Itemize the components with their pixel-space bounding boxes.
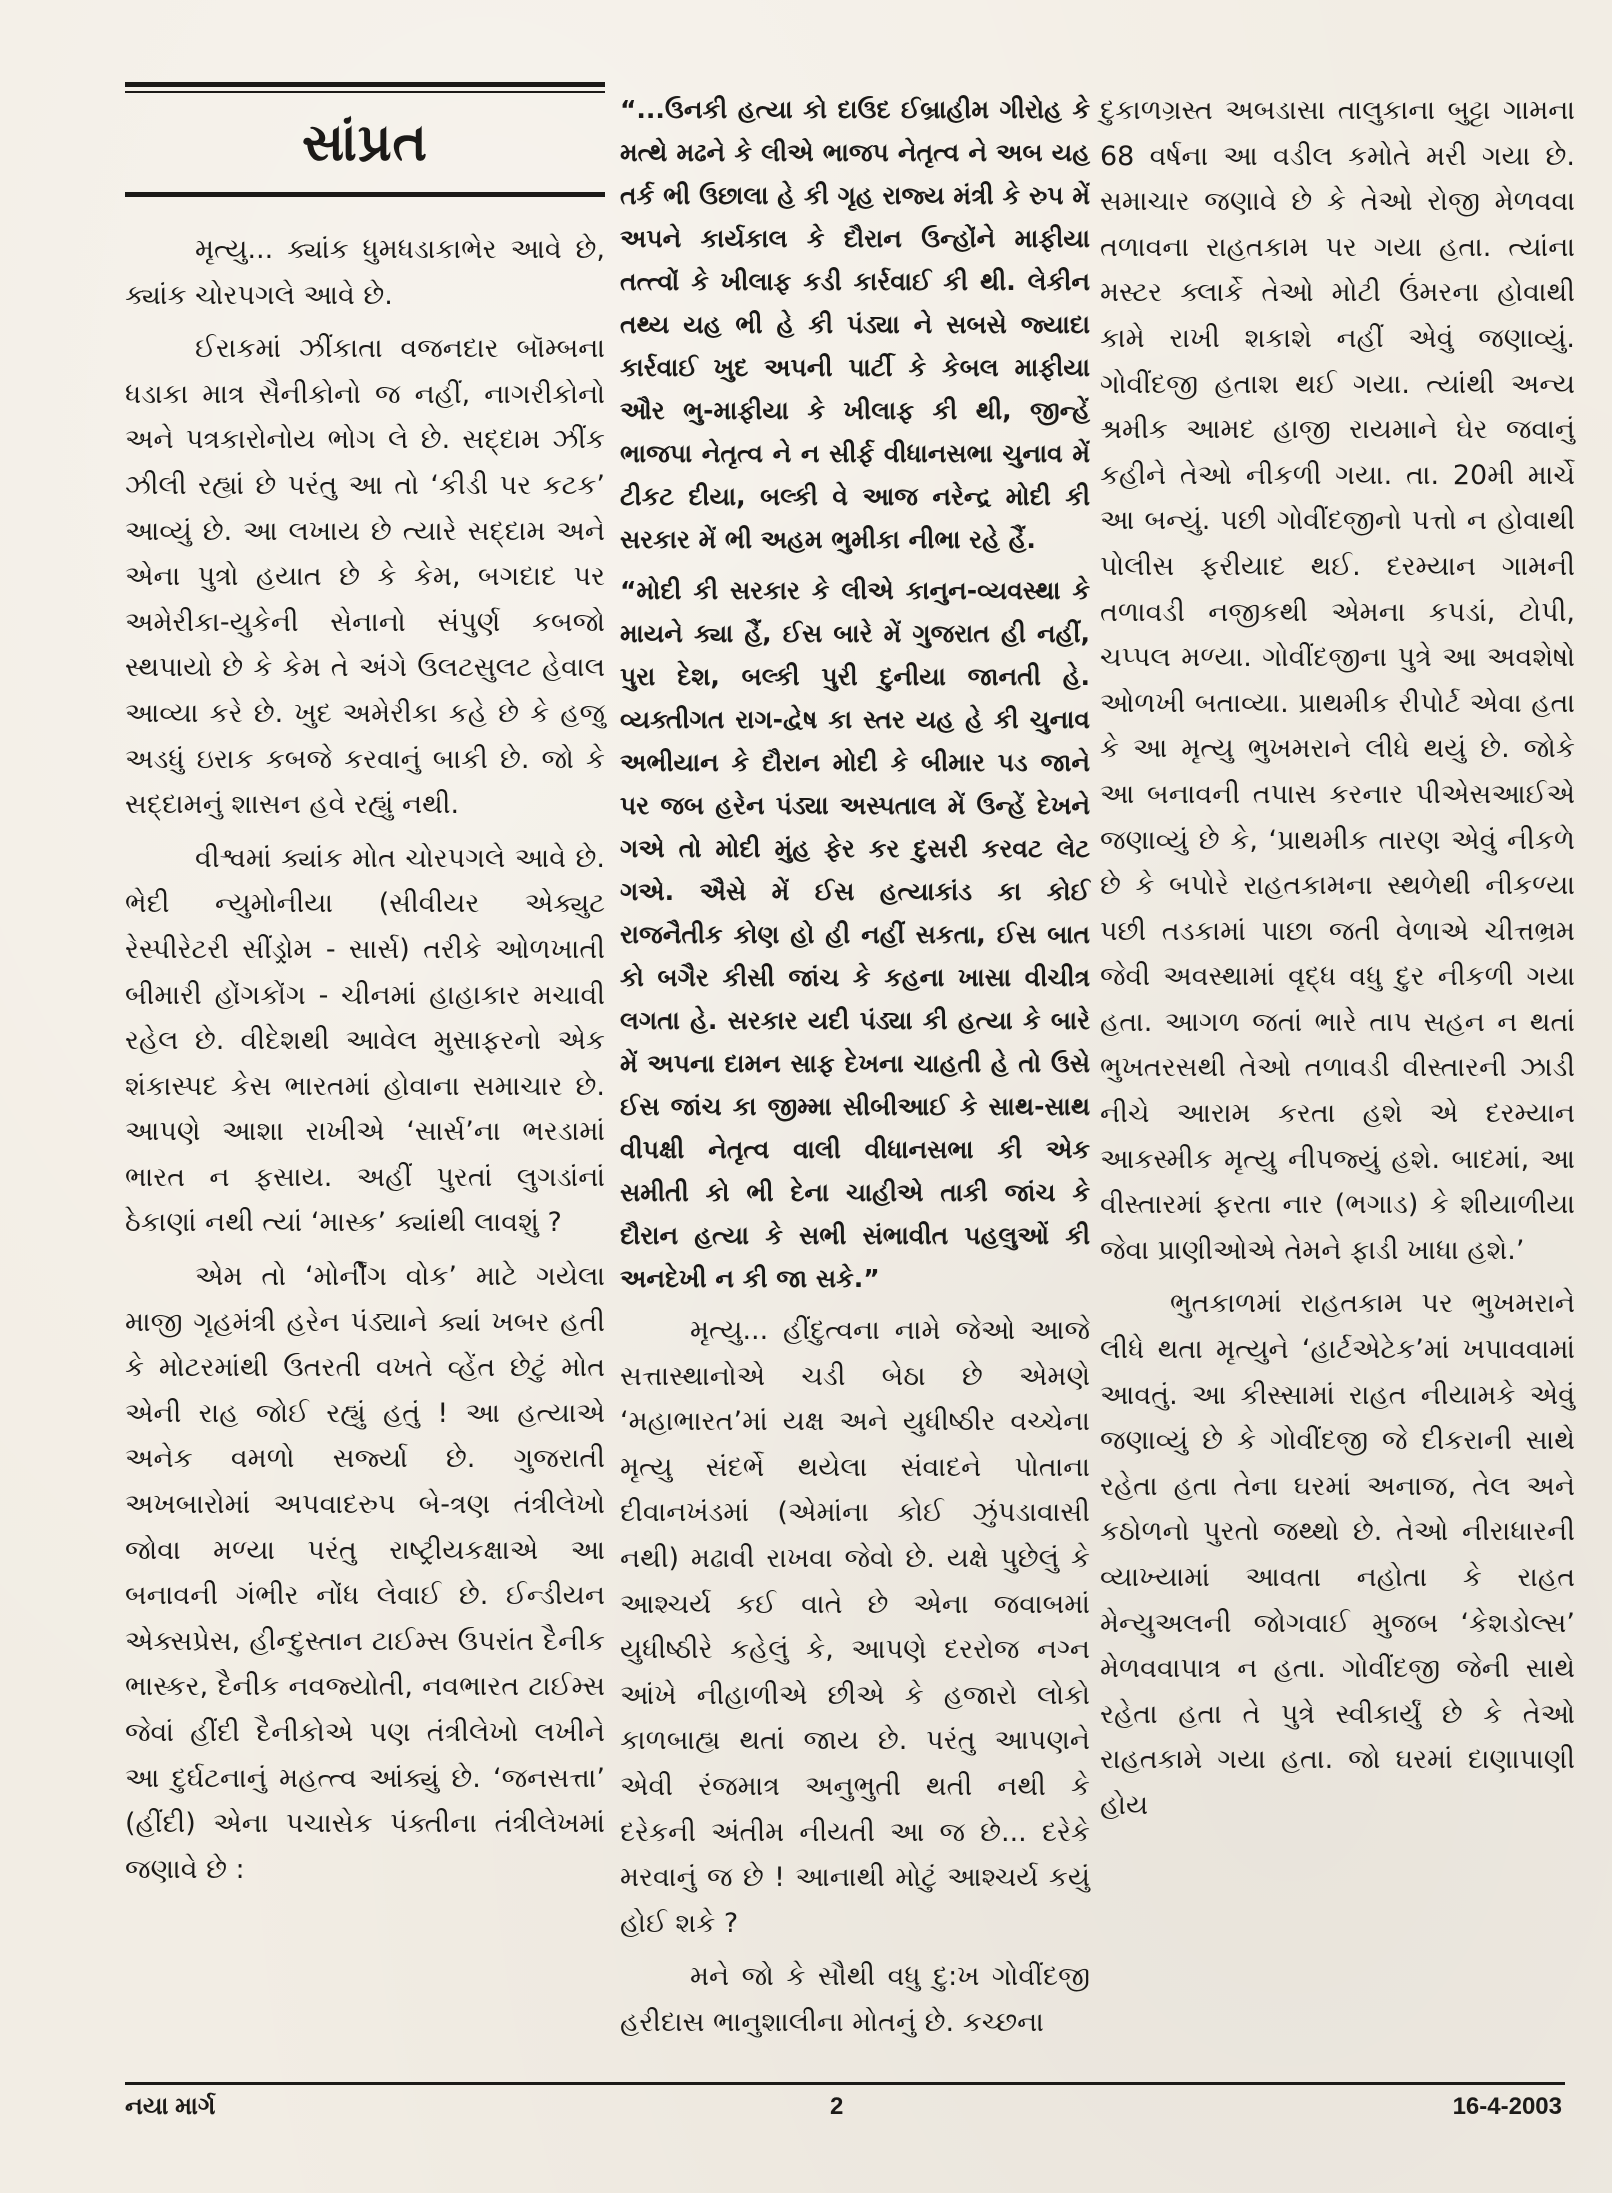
paragraph: મૃત્યુ... ક્યાંક ધુમધડાકાભેર આવે છે, ક્યાંક ચોરપગલે આવે છે. [125,234,605,311]
paragraph: એમ તો ‘મોર્નીંગ વોક’ માટે ગયેલા માજી ગૃહમંત્રી હરેન પંડ્યાને ક્યાં ખબર હતી કે મોટરમાંથી ઉતરતી વખતે વ્હેંત છેટું મોત એની રાહ જોઈ રહ્યું હતું ! આ હત્યાએ અનેક વમળો સર્જ્યા છે. ગુજરાતી અખબારોમાં અપવાદરુપ બે-ત્રણ તંત્રીલેખો જોવા મળ્યા પરંતુ રાષ્ટ્રીયકક્ષાએ આ બનાવની ગંભીર નોંધ લેવાઈ છે. ઈન્ડીયન એક્સપ્રેસ, હીન્દુસ્તાન ટાઈમ્સ ઉપરાંત દૈનીક ભાસ્કર, દૈનીક નવજ્યોતી, નવભારત ટાઈમ્સ જેવાં હીંદી દૈનીકોએ પણ તંત્રીલેખો લખીને આ દુર્ઘટનાનું મહત્ત્વ આંક્યું છે. ‘જનસત્તા’ (હીંદી) એના પચાસેક પંક્તીના તંત્રીલેખમાં જણાવે છે : [125,1261,605,1885]
issue-date: 16-4-2003 [1452,2093,1562,2120]
header-rule [125,82,605,87]
section-title: સાંપ્રત [301,113,429,173]
header-rule-thin [125,91,605,93]
column-middle [620,88,1090,2054]
page-number: 2 [830,2093,844,2120]
quote-paragraph: “...ઉનકી હત્યા કો દાઉદ ઈબ્રાહીમ ગીરોહ કે મત્થે મઢને કે લીએ ભાજપ નેતૃત્વ ને અબ યહ તર્ક ભી ઉછાલા હે કી ગૃહ રાજ્ય મંત્રી કે રુપ મેં અપને કાર્યકાલ કે દૌરાન ઉન્હોંને માફીયા તત્ત્વોં કે ખીલાફ કડી કાર્રવાઈ કી થી. લેકીન તથ્ય યહ ભી હે કી પંડ્યા ને સબસે જ્યાદા કાર્રવાઈ ખુદ અપની પાર્ટી કે કેબલ માફીયા ઔર ભુ-માફીયા કે ખીલાફ કી થી, જીન્હેં ભાજપા નેતૃત્વ ને ન સીર્ફ વીધાનસભા ચુનાવ મેં ટીકટ દીયા, બલ્કી વે આજ નરેન્દ્ર મોદી કી સરકાર મેં ભી અહમ ભુમીકા નીભા રહે હૈં. [620,95,1090,554]
footer-rule [125,2082,1565,2085]
quote-paragraph: “મોદી કી સરકાર કે લીએ કાનુન-વ્યવસ્થા કે માયને ક્યા હૈં, ઈસ બારે મેં ગુજરાત હી નહીં, પુરા દેશ, બલ્કી પુરી દુનીયા જાનતી હે. વ્યક્તીગત રાગ-દ્વેષ કા સ્તર યહ હે કી ચુનાવ અભીયાન કે દૌરાન મોદી કે બીમાર પડ જાને પર જબ હરેન પંડ્યા અસ્પતાલ મેં ઉન્હેં દેખને ગએ તો મોદી મુંહ ફેર કર દુસરી કરવટ લેટ ગએ. ઐસે મેં ઈસ હત્યાકાંડ કા કોઈ રાજનૈતીક કોણ હો હી નહીં સકતા, ઈસ બાત કો બગૈર કીસી જાંચ કે કહના ખાસા વીચીત્ર લગતા હે. સરકાર યદી પંડ્યા કી હત્યા કે બારે મેં અપના દામન સાફ દેખના ચાહતી હે તો ઉસે ઈસ જાંચ કા જીમ્મા સીબીઆઈ કે સાથ-સાથ વીપક્ષી નેતૃત્વ વાલી વીધાનસભા કી એક સમીતી કો ભી દેના ચાહીએ તાકી જાંચ કે દૌરાન હત્યા કે સભી સંભાવીત પહલુઓં કી અનદેખી ન કી જા સકે.” [620,576,1090,1293]
paragraph: વીશ્વમાં ક્યાંક મોત ચોરપગલે આવે છે. ભેદી ન્યુમોનીયા (સીવીયર એક્યુટ રેસ્પીરેટરી સીંડ્રોમ - સાર્સ) તરીકે ઓળખાતી બીમારી હોંગકોંગ - ચીનમાં હાહાકાર મચાવી રહેલ છે. વીદેશથી આવેલ મુસાફરનો એક શંકાસ્પદ કેસ ભારતમાં હોવાના સમાચાર છે. આપણે આશા રાખીએ ‘સાર્સ’ના ભરડામાં ભારત ન ફસાય. અહીં પુરતાં લુગડાંનાં ઠેકાણાં નથી ત્યાં ‘માસ્ક’ ક્યાંથી લાવશું ? [125,842,605,1239]
paragraph: દુકાળગ્રસ્ત અબડાસા તાલુકાના બુટ્ટા ગામના 68 વર્ષના આ વડીલ કમોતે મરી ગયા છે. સમાચાર જણાવે છે કે તેઓ રોજી મેળવવા તળાવના રાહતકામ પર ગયા હતા. ત્યાંના મસ્ટર ક્લાર્કે તેઓ મોટી ઉંમરના હોવાથી કામે રાખી શકાશે નહીં એવું જણાવ્યું. ગોવીંદજી હતાશ થઈ ગયા. ત્યાંથી અન્ય શ્રમીક આમદ હાજી રાયમાને ઘેર જવાનું કહીને તેઓ નીકળી ગયા. તા. 20મી માર્ચે આ બન્યું. પછી ગોવીંદજીનો પત્તો ન હોવાથી પોલીસ ફરીયાદ થઈ. દરમ્યાન ગામની તળાવડી નજીકથી એમના કપડાં, ટોપી, ચપ્પલ મળ્યા. ગોવીંદજીના પુત્રે આ અવશેષો ઓળખી બતાવ્યા. પ્રાથમીક રીપોર્ટ એવા હતા કે આ મૃત્યુ ભુખમરાને લીધે થયું છે. જોકે આ બનાવની તપાસ કરનાર પીએસઆઈએ જણાવ્યું છે કે, ‘પ્રાથમીક તારણ એવું નીકળે છે કે બપોરે રાહતકામના સ્થળેથી નીકળ્યા પછી તડકામાં પાછા જતી વેળાએ ચીત્તભ્રમ જેવી અવસ્થામાં વૃદ્ધ વધુ દુર નીકળી ગયા હતા. આગળ જતાં ભારે તાપ સહન ન થતાં ભુખતરસથી તેઓ તળાવડી વીસ્તારની ઝાડી નીચે આરામ કરતા હશે એ દરમ્યાન આકસ્મીક મૃત્યુ નીપજ્યું હશે. બાદમાં, આ વીસ્તારમાં ફરતા નાર (ભગાડ) કે શીયાળીયા જેવા પ્રાણીઓએ તેમને ફાડી ખાધા હશે.’ [1100,95,1575,1266]
column-right [1100,88,1575,1837]
paragraph: મૃત્યુ... હીંદુત્વના નામે જેઓ આજે સત્તાસ્થાનોએ ચડી બેઠા છે એમણે ‘મહાભારત’માં યક્ષ અને યુધીષ્ઠીર વચ્ચેના મૃત્યુ સંદર્ભે થયેલા સંવાદને પોતાના દીવાનખંડમાં (એમાંના કોઈ ઝુંપડાવાસી નથી) મઢાવી રાખવા જેવો છે. યક્ષે પુછેલું કે આશ્ચર્ય કઈ વાતે છે એના જવાબમાં યુધીષ્ઠીરે કહેલું કે, આપણે દરરોજ નગ્ન આંખે નીહાળીએ છીએ કે હજારો લોકો કાળબાહ્ય થતાં જાય છે. પરંતુ આપણને એવી રંજમાત્ર અનુભુતી થતી નથી કે દરેકની અંતીમ નીયતી આ જ છે... દરેકે મરવાનું જ છે ! આનાથી મોટું આશ્ચર્ય કયું હોઈ શકે ? [620,1315,1090,1939]
publication-name: નયા માર્ગ [125,2093,216,2120]
paragraph: ઈરાકમાં ઝીંકાતા વજનદાર બૉમ્બના ધડાકા માત્ર સૈનીકોનો જ નહીં, નાગરીકોનો અને પત્રકારોનોય ભોગ લે છે. સદ્દામ ઝીંક ઝીલી રહ્યાં છે પરંતુ આ તો ‘કીડી પર કટક’ આવ્યું છે. આ લખાય છે ત્યારે સદ્દામ અને એના પુત્રો હયાત છે કે કેમ, બગદાદ પર અમેરીકા-યુકેની સેનાનો સંપુર્ણ કબજો સ્થપાયો છે કે કેમ તે અંગે ઉલટસુલટ હેવાલ આવ્યા કરે છે. ખુદ અમેરીકા કહે છે કે હજુ અડધું ઇરાક કબજે કરવાનું બાકી છે. જો કે સદ્દામનું શાસન હવે રહ્યું નથી. [125,333,605,821]
column-left [125,40,605,1900]
paragraph: ભુતકાળમાં રાહતકામ પર ભુખમરાને લીધે થતા મૃત્યુને ‘હાર્ટએટેક’માં ખપાવવામાં આવતું. આ કીસ્સામાં રાહત નીયામકે એવું જણાવ્યું છે કે ગોવીંદજી જે દીકરાની સાથે રહેતા હતા તેના ઘરમાં અનાજ, તેલ અને કઠોળનો પુરતો જથ્થો છે. તેઓ નીરાધારની વ્યાખ્યામાં આવતા નહોતા કે રાહત મેન્યુઅલની જોગવાઈ મુજબ ‘કેશડોલ્સ’ મેળવવાપાત્ર ન હતા. ગોવીંદજી જેની સાથે રહેતા હતા તે પુત્રે સ્વીકાર્યું છે કે તેઓ રાહતકામે ગયા હતા. જો ઘરમાં દાણાપાણી હોય [1100,1288,1575,1821]
paragraph: મને જો કે સૌથી વધુ દુ:ખ ગોવીંદજી હરીદાસ ભાનુશાલીના મોતનું છે. કચ્છના [620,1961,1090,2038]
title-rule [125,192,605,197]
